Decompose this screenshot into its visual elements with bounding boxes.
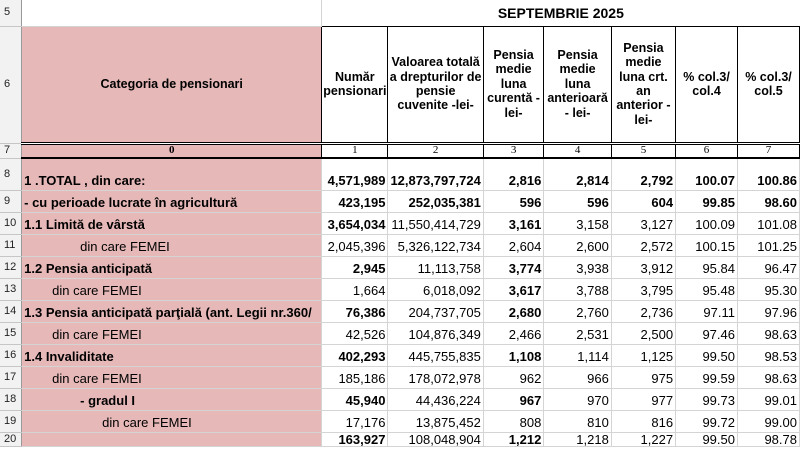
header-pensie-an-anterior[interactable]: Pensia medie luna crt. an anterior -lei- [611,26,675,143]
value-cell[interactable]: 3,654,034 [322,212,388,234]
row-header[interactable]: 15 [0,322,22,344]
value-cell[interactable]: 1,114 [544,344,612,366]
row-header[interactable]: 14 [0,300,22,322]
value-cell[interactable]: 402,293 [322,344,388,366]
column-number[interactable]: 5 [611,143,675,158]
row-header[interactable]: 12 [0,256,22,278]
table-row [0,388,800,410]
value-cell[interactable]: 100.15 [676,234,738,256]
value-cell[interactable]: 11,550,414,729 [388,212,483,234]
row-header[interactable]: 8 [0,158,22,190]
table-row [0,344,800,366]
column-number[interactable]: 1 [322,143,388,158]
value-cell[interactable]: 962 [483,366,544,388]
value-cell[interactable]: 204,737,705 [388,300,483,322]
header-pct-col4[interactable]: % col.3/ col.4 [676,26,738,143]
value-cell[interactable]: 76,386 [322,300,388,322]
table-row [0,256,800,278]
value-cell[interactable]: 970 [544,388,612,410]
category-cell[interactable]: 1.2 Pensia anticipată [22,256,322,278]
table-row [0,158,800,190]
value-cell[interactable]: 95.84 [676,256,738,278]
value-cell[interactable]: 99.59 [676,366,738,388]
value-cell[interactable]: 100.07 [676,158,738,190]
value-cell[interactable]: 445,755,835 [388,344,483,366]
value-cell[interactable]: 45,940 [322,388,388,410]
category-cell[interactable]: 1 .TOTAL , din care: [22,158,322,190]
value-cell[interactable]: 108,048,904 [388,432,483,446]
value-cell[interactable]: 13,875,452 [388,410,483,432]
sheet-title[interactable]: SEPTEMBRIE 2025 [322,0,800,26]
table-row [0,432,800,446]
category-cell[interactable]: 1.1 Limită de vârstă [22,212,322,234]
value-cell[interactable]: 2,814 [544,158,612,190]
row-header[interactable]: 16 [0,344,22,366]
value-cell[interactable]: 98.53 [738,344,800,366]
value-cell[interactable]: 2,945 [322,256,388,278]
row-header[interactable]: 19 [0,410,22,432]
value-cell[interactable]: 1,212 [483,432,544,446]
category-cell[interactable]: - cu perioade lucrate în agricultură [22,190,322,212]
value-cell[interactable]: 98.63 [738,322,800,344]
value-cell[interactable]: 2,816 [483,158,544,190]
value-cell[interactable]: 596 [483,190,544,212]
row-header[interactable]: 13 [0,278,22,300]
table-row [0,410,800,432]
value-cell[interactable]: 11,113,758 [388,256,483,278]
value-cell[interactable]: 95.48 [676,278,738,300]
row-header[interactable]: 11 [0,234,22,256]
category-cell[interactable]: din care FEMEI [22,366,322,388]
value-cell[interactable]: 99.85 [676,190,738,212]
table-row [0,366,800,388]
value-cell[interactable]: 98.78 [738,432,800,446]
column-number[interactable]: 2 [388,143,483,158]
category-cell[interactable]: din care FEMEI [22,278,322,300]
value-cell[interactable]: 178,072,978 [388,366,483,388]
category-cell[interactable]: - gradul I [22,388,322,410]
column-number[interactable]: 7 [738,143,800,158]
value-cell[interactable]: 95.30 [738,278,800,300]
category-cell[interactable] [22,432,322,446]
value-cell[interactable]: 604 [611,190,675,212]
row-header[interactable]: 17 [0,366,22,388]
value-cell[interactable]: 2,604 [483,234,544,256]
value-cell[interactable]: 100.86 [738,158,800,190]
value-cell[interactable]: 185,186 [322,366,388,388]
value-cell[interactable]: 3,912 [611,256,675,278]
value-cell[interactable]: 99.50 [676,344,738,366]
value-cell[interactable]: 44,436,224 [388,388,483,410]
value-cell[interactable]: 99.72 [676,410,738,432]
value-cell[interactable]: 2,466 [483,322,544,344]
value-cell[interactable]: 975 [611,366,675,388]
value-cell[interactable]: 97.11 [676,300,738,322]
header-pct-col5[interactable]: % col.3/ col.5 [738,26,800,143]
category-cell[interactable]: din care FEMEI [22,234,322,256]
value-cell[interactable]: 977 [611,388,675,410]
value-cell[interactable]: 3,161 [483,212,544,234]
value-cell[interactable]: 101.25 [738,234,800,256]
value-cell[interactable]: 2,600 [544,234,612,256]
value-cell[interactable]: 3,617 [483,278,544,300]
value-cell[interactable]: 1,664 [322,278,388,300]
value-cell[interactable]: 3,788 [544,278,612,300]
header-categoria[interactable]: Categoria de pensionari [22,26,322,143]
row-header[interactable]: 18 [0,388,22,410]
value-cell[interactable]: 808 [483,410,544,432]
value-cell[interactable]: 12,873,797,724 [388,158,483,190]
value-cell[interactable]: 2,531 [544,322,612,344]
value-cell[interactable]: 99.01 [738,388,800,410]
value-cell[interactable]: 99.00 [738,410,800,432]
category-cell[interactable]: din care FEMEI [22,322,322,344]
table-row [0,322,800,344]
value-cell[interactable]: 1,125 [611,344,675,366]
table-row [0,190,800,212]
value-cell[interactable]: 99.50 [676,432,738,446]
value-cell[interactable]: 1,108 [483,344,544,366]
value-cell[interactable]: 2,792 [611,158,675,190]
row-header[interactable]: 9 [0,190,22,212]
header-pensie-curenta[interactable]: Pensia medie luna curentă -lei- [483,26,544,143]
table-row [0,234,800,256]
value-cell[interactable]: 3,938 [544,256,612,278]
row-header[interactable]: 10 [0,212,22,234]
value-cell[interactable]: 97.46 [676,322,738,344]
value-cell[interactable]: 2,500 [611,322,675,344]
value-cell[interactable]: 98.60 [738,190,800,212]
column-number[interactable]: 6 [676,143,738,158]
value-cell[interactable]: 423,195 [322,190,388,212]
value-cell[interactable]: 810 [544,410,612,432]
value-cell[interactable]: 97.96 [738,300,800,322]
value-cell[interactable]: 4,571,989 [322,158,388,190]
value-cell[interactable]: 2,572 [611,234,675,256]
value-cell[interactable]: 2,680 [483,300,544,322]
value-cell[interactable]: 100.09 [676,212,738,234]
value-cell[interactable]: 104,876,349 [388,322,483,344]
value-cell[interactable]: 96.47 [738,256,800,278]
header-valoare[interactable]: Valoarea totală a drepturilor de pensie cuvenite -lei- [388,26,483,143]
header-pensie-anterioara[interactable]: Pensia medie luna anterioară - lei- [544,26,612,143]
value-cell[interactable]: 101.08 [738,212,800,234]
value-cell[interactable]: 5,326,122,734 [388,234,483,256]
row-header[interactable]: 20 [0,432,22,446]
value-cell[interactable]: 596 [544,190,612,212]
value-cell[interactable]: 816 [611,410,675,432]
value-cell[interactable]: 1,227 [611,432,675,446]
value-cell[interactable]: 2,045,396 [322,234,388,256]
category-cell[interactable]: 1.4 Invaliditate [22,344,322,366]
table-row [0,278,800,300]
value-cell[interactable]: 3,795 [611,278,675,300]
value-cell[interactable]: 2,736 [611,300,675,322]
value-cell[interactable]: 163,927 [322,432,388,446]
value-cell[interactable]: 42,526 [322,322,388,344]
value-cell[interactable]: 3,158 [544,212,612,234]
column-number[interactable]: 4 [544,143,612,158]
row-header[interactable]: 7 [0,143,22,158]
value-cell[interactable]: 98.63 [738,366,800,388]
value-cell[interactable]: 1,218 [544,432,612,446]
value-cell[interactable]: 17,176 [322,410,388,432]
value-cell[interactable]: 252,035,381 [388,190,483,212]
value-cell[interactable]: 3,774 [483,256,544,278]
column-number[interactable]: 0 [22,143,322,158]
value-cell[interactable]: 6,018,092 [388,278,483,300]
row-header[interactable]: 5 [0,0,22,26]
cell[interactable] [22,0,322,26]
category-cell[interactable]: 1.3 Pensia anticipată parţială (ant. Legii nr.360/ [22,300,322,322]
value-cell[interactable]: 2,760 [544,300,612,322]
value-cell[interactable]: 967 [483,388,544,410]
row-header[interactable]: 6 [0,26,22,143]
category-cell[interactable]: din care FEMEI [22,410,322,432]
value-cell[interactable]: 966 [544,366,612,388]
value-cell[interactable]: 99.73 [676,388,738,410]
table-row [0,300,800,322]
header-numar[interactable]: Număr pensionari [322,26,388,143]
table-row [0,212,800,234]
column-number[interactable]: 3 [483,143,544,158]
value-cell[interactable]: 3,127 [611,212,675,234]
